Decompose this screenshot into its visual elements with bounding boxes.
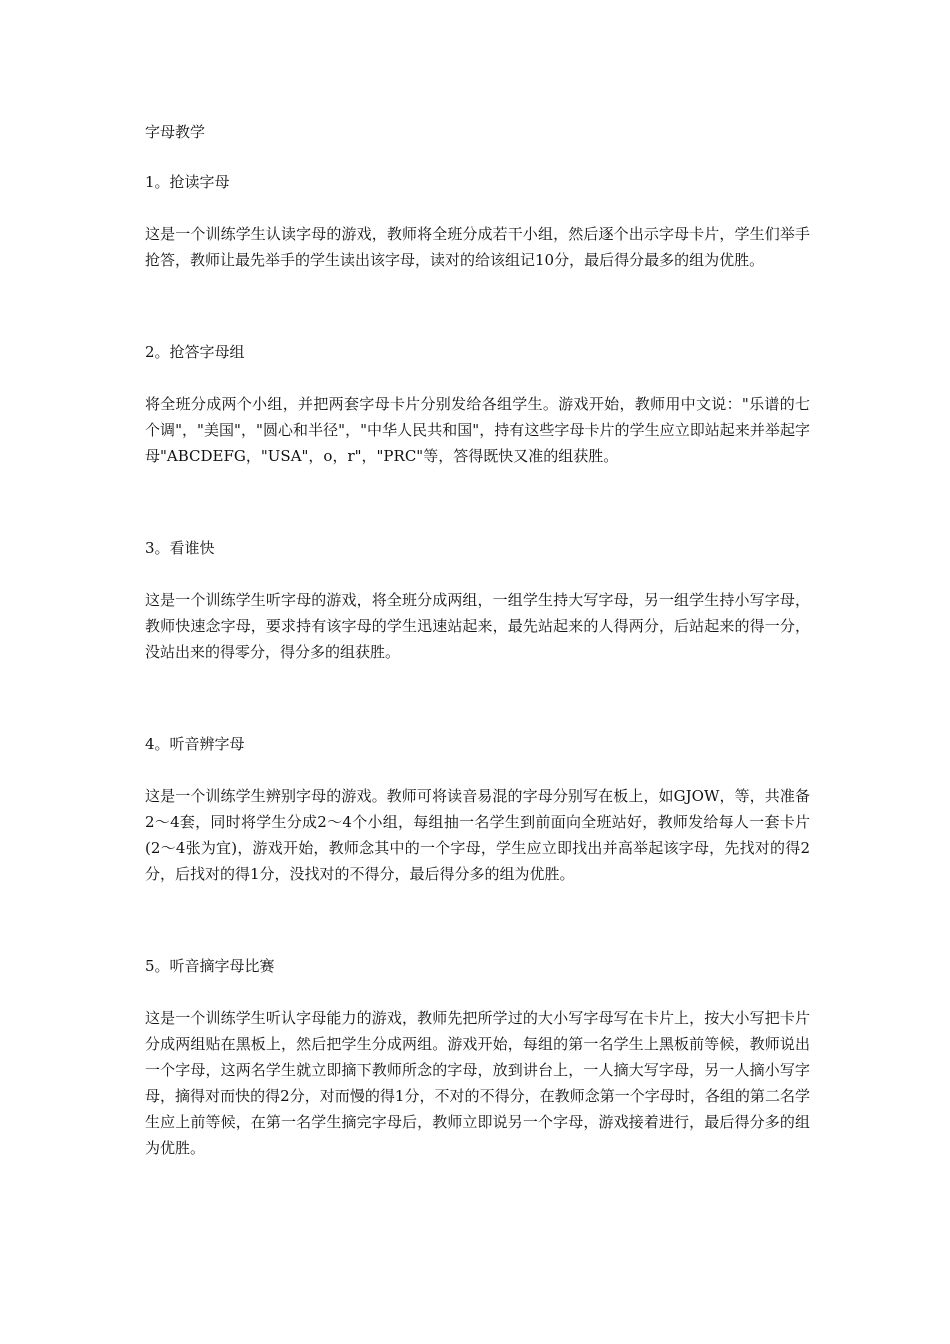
section-body-2: 将全班分成两个小组，并把两套字母卡片分别发给各组学生。游戏开始，教师用中文说："乐谱的七个调"，"美国"，"圆心和半径"，"中华人民共和国"，持有这些字母卡片的学生应立即站起来并举起字母"ABCDEFG，"USA"，o，r"，"PRC"等，答得既快又准的组获胜。 — [145, 395, 810, 465]
section-body-3: 这是一个训练学生听字母的游戏，将全班分成两组，一组学生持大写字母，另一组学生持小写字母，教师快速念字母，要求持有该字母的学生迅速站起来，最先站起来的人得两分，后站起来的得一分，没站出来的得零分，得分多的组获胜。 — [145, 591, 810, 661]
section-body-4: 这是一个训练学生辨别字母的游戏。教师可将读音易混的字母分别写在板上，如GJOW，等，共准备2～4套，同时将学生分成2～4个小组，每组抽一名学生到前面向全班站好，教师发给每人一套卡片(2～4张为宜)，游戏开始，教师念其中的一个字母，学生应立即找出并高举起该字母，先找对的得2分，后找对的得1分，没找对的不得分，最后得分多的组为优胜。 — [145, 787, 810, 883]
document-page — [145, 120, 810, 1161]
section-heading-3: 3。看谁快 — [145, 539, 215, 557]
section-heading-4: 4。听音辨字母 — [145, 735, 245, 753]
document-title: 字母教学 — [145, 123, 206, 141]
section-heading-2: 2。抢答字母组 — [145, 343, 245, 361]
section-heading-1: 1。抢读字母 — [145, 173, 230, 191]
section-body-1: 这是一个训练学生认读字母的游戏，教师将全班分成若干小组，然后逐个出示字母卡片，学生们举手抢答，教师让最先举手的学生读出该字母，读对的给该组记10分，最后得分最多的组为优胜。 — [145, 225, 810, 269]
section-heading-5: 5。听音摘字母比赛 — [145, 957, 275, 975]
section-body-5: 这是一个训练学生听认字母能力的游戏，教师先把所学过的大小写字母写在卡片上，按大小写把卡片分成两组贴在黑板上，然后把学生分成两组。游戏开始，每组的第一名学生上黑板前等候，教师说出一个字母，这两名学生就立即摘下教师所念的字母，放到讲台上，一人摘大写字母，另一人摘小写字母，摘得对而快的得2分，对而慢的得1分，不对的不得分，在教师念第一个字母时，各组的第二名学生应上前等候，在第一名学生摘完字母后，教师立即说另一个字母，游戏接着进行，最后得分多的组为优胜。 — [145, 1009, 810, 1157]
